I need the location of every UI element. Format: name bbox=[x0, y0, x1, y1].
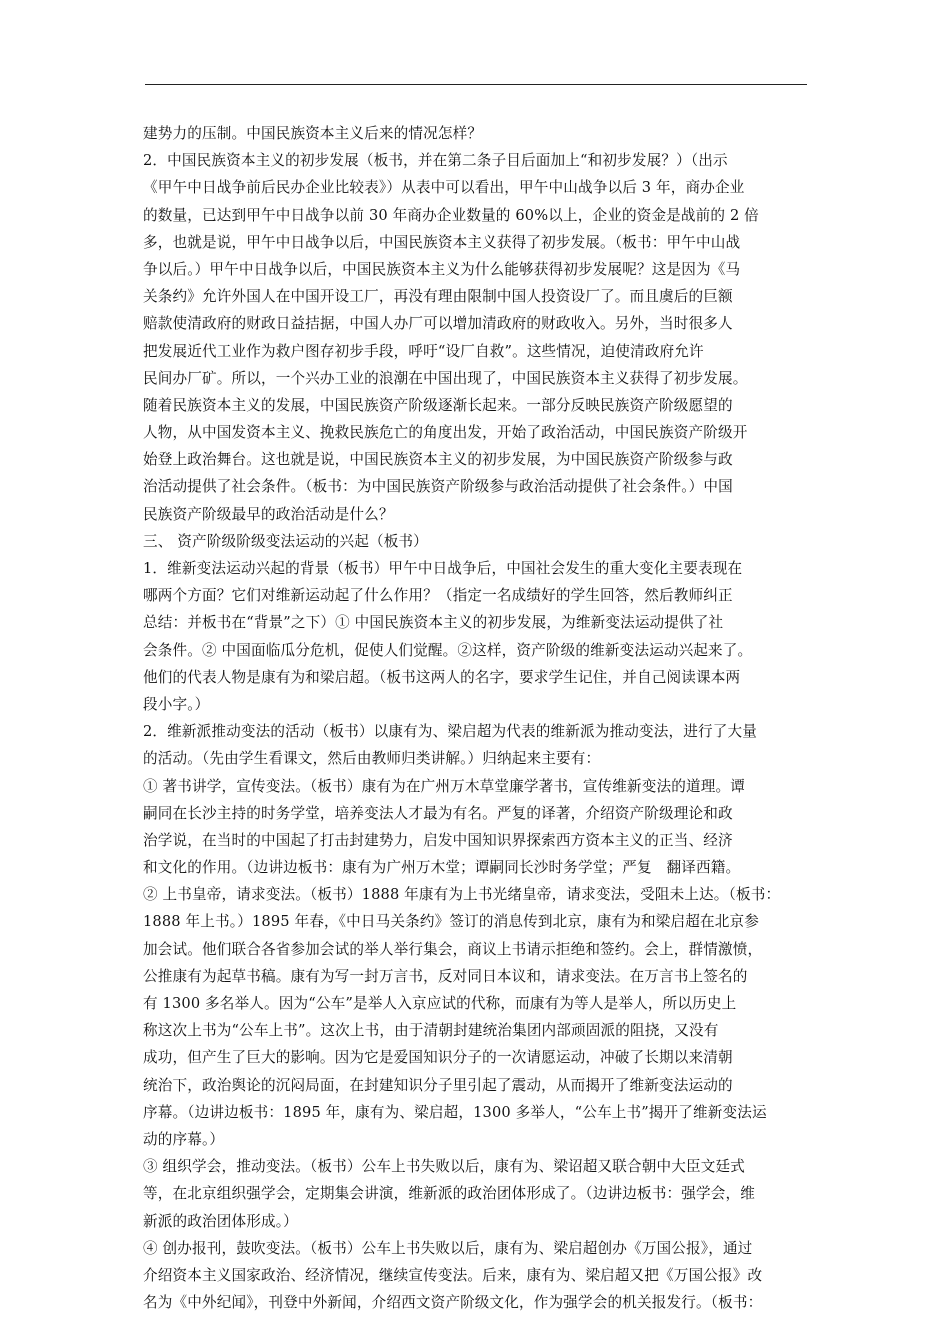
text-line: 加会试。他们联合各省参加会试的举人举行集会，商议上书请示拒绝和签约。会上，群情激愤， bbox=[143, 940, 763, 958]
text-line: 名为《中外纪闻》，刊登中外新闻，介绍西文资产阶级文化，作为强学会的机关报发行。（板书： bbox=[143, 1294, 763, 1312]
text-line: 统治下，政治舆论的沉闷局面，在封建知识分子里引起了震动，从而揭开了维新变法运动的 bbox=[143, 1076, 733, 1094]
text-line: 治学说，在当时的中国起了打击封建势力，启发中国知识界探索西方资本主义的正当、经济 bbox=[143, 831, 733, 849]
text-line: 《甲午中日战争前后民办企业比较表》）从表中可以看出，甲午中山战争以后 3 年，商办企业 bbox=[143, 179, 745, 197]
text-line: 有 1300 多名举人。因为“公车”是举人入京应试的代称，而康有为等人是举人，所以历史上 bbox=[143, 995, 737, 1012]
text-line: 嗣同在长沙主持的时务学堂，培养变法人才最为有名。严复的译著，介绍资产阶级理论和政 bbox=[143, 804, 733, 822]
text-line: 2．维新派推动变法的活动（板书）以康有为、梁启超为代表的维新派为推动变法，进行了大量 bbox=[143, 723, 757, 741]
text-line: 和文化的作用。（边讲边板书：康有为广州万木堂；谭嗣同长沙时务学堂；严复 翻译西籍。 bbox=[143, 859, 741, 877]
text-line: 哪两个方面？它们对维新运动起了什么作用？（指定一名成绩好的学生回答，然后教师纠正 bbox=[143, 587, 733, 605]
text-line: 成功，但产生了巨大的影响。因为它是爱国知识分子的一次请愿运动，冲破了长期以来清朝 bbox=[143, 1049, 733, 1067]
text-line: 随着民族资本主义的发展，中国民族资产阶级逐渐长起来。一部分反映民族资产阶级愿望的 bbox=[143, 396, 733, 414]
text-line: 序幕。（边讲边板书：1895 年，康有为、梁启超，1300 多举人，“公车上书”揭开了维新变法运 bbox=[143, 1103, 767, 1121]
text-line: 赔款使清政府的财政日益拮据，中国人办厂可以增加清政府的财政收入。另外，当时很多人 bbox=[143, 315, 733, 333]
text-line: 1888 年上书。）1895 年春，《中日马关条约》签订的消息传到北京，康有为和梁启超在北京参 bbox=[143, 913, 759, 931]
text-line: ② 上书皇帝，请求变法。（板书）1888 年康有为上书光绪皇帝，请求变法，受阻未上达。（板书： bbox=[143, 886, 781, 904]
text-line: 总结：并板书在“背景”之下）① 中国民族资本主义的初步发展，为维新变法运动提供了社 bbox=[143, 614, 724, 632]
text-line: 三、 资产阶级阶级变法运动的兴起（板书） bbox=[143, 532, 428, 550]
text-line: 的数量，已达到甲午中日战争以前 30 年商办企业数量的 60%以上，企业的资金是战前的 2 倍 bbox=[143, 206, 759, 224]
text-line: 等，在北京组织强学会，定期集会讲演，维新派的政治团体形成了。（边讲边板书：强学会，维 bbox=[143, 1185, 755, 1203]
text-line: 治活动提供了社会条件。（板书：为中国民族资产阶级参与政治活动提供了社会条件。）中国 bbox=[143, 478, 733, 496]
text-line: 他们的代表人物是康有为和梁启超。（板书这两人的名字，要求学生记住，并自己阅读课本两 bbox=[143, 668, 741, 686]
text-line: 争以后。）甲午中日战争以后，中国民族资本主义为什么能够获得初步发展呢？这是因为《马 bbox=[143, 260, 741, 278]
text-line: 公推康有为起草书稿。康有为写一封万言书，反对同日本议和，请求变法。在万言书上签名的 bbox=[143, 967, 748, 985]
document-body bbox=[143, 120, 811, 1316]
text-line: 1．维新变法运动兴起的背景（板书）甲午中日战争后，中国社会发生的重大变化主要表现在 bbox=[143, 560, 743, 577]
text-line: 动的序幕。） bbox=[143, 1130, 225, 1148]
text-line: 多，也就是说，甲午中日战争以后，中国民族资本主义获得了初步发展。（板书：甲午中山战 bbox=[143, 233, 741, 251]
header-rule bbox=[145, 84, 807, 85]
text-line: 新派的政治团体形成。） bbox=[143, 1212, 298, 1230]
text-line: ④ 创办报刊，鼓吹变法。（板书）公车上书失败以后，康有为、梁启超创办《万国公报》，通过 bbox=[143, 1239, 753, 1257]
text-line: 民间办厂矿。所以，一个兴办工业的浪潮在中国出现了，中国民族资本主义获得了初步发展。 bbox=[143, 369, 748, 387]
text-line: 把发展近代工业作为救户图存初步手段，呼吁“设厂自救”。这些情况，迫使清政府允许 bbox=[143, 342, 704, 360]
text-line: 人物，从中国发资本主义、挽救民族危亡的角度出发，开始了政治活动，中国民族资产阶级开 bbox=[143, 424, 748, 442]
text-line: 称这次上书为“公车上书”。这次上书，由于清朝封建统治集团内部顽固派的阻挠，又没有 bbox=[143, 1022, 719, 1040]
text-line: ① 著书讲学，宣传变法。（板书）康有为在广州万木草堂廉学著书，宣传维新变法的道理。谭 bbox=[143, 777, 745, 795]
text-line: 民族资产阶级最早的政治活动是什么？ bbox=[143, 505, 394, 523]
text-line: 建势力的压制。中国民族资本主义后来的情况怎样？ bbox=[143, 125, 483, 142]
text-line: 始登上政治舞台。这也就是说，中国民族资本主义的初步发展，为中国民族资产阶级参与政 bbox=[143, 451, 733, 469]
text-line: 段小字。） bbox=[143, 695, 210, 713]
text-line: 会条件。② 中国面临瓜分危机，促使人们觉醒。②这样，资产阶级的维新变法运动兴起来了。 bbox=[143, 641, 753, 659]
text-line: 的活动。（先由学生看课文，然后由教师归类讲解。）归纳起来主要有： bbox=[143, 750, 601, 768]
text-line: 介绍资本主义国家政治、经济情况，继续宣传变法。后来，康有为、梁启超又把《万国公报》改 bbox=[143, 1266, 763, 1284]
text-line: ③ 组织学会，推动变法。（板书）公车上书失败以后，康有为、梁诏超又联合朝中大臣文廷式 bbox=[143, 1158, 745, 1176]
text-line: 2．中国民族资本主义的初步发展（板书，并在第二条子目后面加上“和初步发展？）（出示 bbox=[143, 152, 728, 170]
text-line: 关条约》允许外国人在中国开设工厂，再没有理由限制中国人投资设厂了。而且虞后的巨额 bbox=[143, 288, 733, 306]
